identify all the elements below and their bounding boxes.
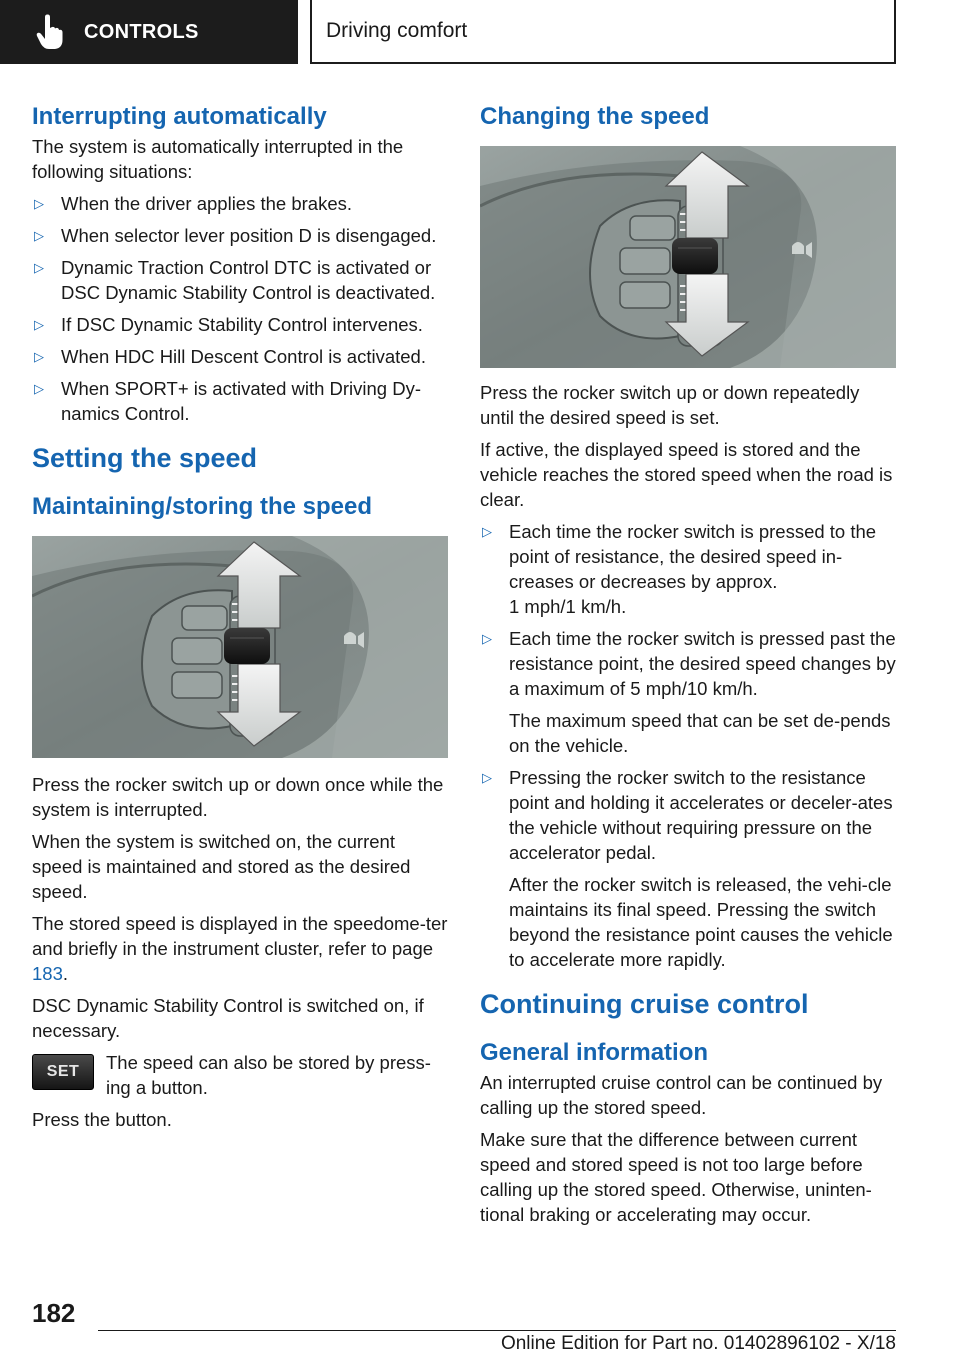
change-speed-list (480, 519, 896, 972)
header-section (310, 0, 896, 64)
heading-maintaining: Maintaining/storing the speed (32, 493, 373, 520)
section-title: Driving comfort (326, 19, 468, 42)
footer-edition: Online Edition for Part no. 01402896102 - X/18 (500, 1333, 896, 1354)
list-item: ▷ When selector lever position D is disengaged. (34, 225, 437, 246)
list-item-note: The maximum speed that can be set de-pends on the vehicle. (509, 710, 891, 756)
steering-wheel-rocker-illustration (32, 536, 448, 758)
heading-changing-speed: Changing the speed (480, 103, 710, 130)
bullet-triangle-icon: ▷ (482, 770, 492, 785)
bullet-triangle-icon: ▷ (482, 631, 492, 646)
header-tab-controls (0, 0, 298, 64)
heading-setting-speed: Setting the speed (32, 443, 258, 473)
header-tab-label: CONTROLS (84, 20, 199, 43)
para-general-2: Make sure that the difference between current speed and stored speed is not too large before calling up the stored speed. Otherwise, uninten-tional braking or accelerating may occur. (480, 1129, 872, 1225)
para-if-active: If active, the displayed speed is stored and the vehicle reaches the stored speed when the road is clear. (480, 439, 893, 510)
set-button-row (32, 1050, 448, 1100)
para-dsc: DSC Dynamic Stability Control is switched on, if necessary. (32, 995, 424, 1041)
para-press-repeatedly: Press the rocker switch up or down repeatedly until the desired speed is set. (480, 382, 860, 428)
list-item: ▷ If DSC Dynamic Stability Control intervenes. (34, 314, 423, 335)
page-reference-link[interactable]: 183 (32, 963, 63, 984)
list-item: ▷ When the driver applies the brakes. (34, 193, 353, 214)
para-press-once: Press the rocker switch up or down once while the system is interrupted. (32, 774, 444, 820)
list-item: ▷ Each time the rocker switch is pressed to the point of resistance, the desired speed in-creases or decreases by approx. 1 mph/1 km/h. (482, 521, 877, 617)
list-item: ▷ Pressing the rocker switch to the resistance point and holding it accelerates or deceler-ates the vehicle without requiring pressure on the accelerator pedal. After the rocker switch is released, the vehi-cle maintains its final speed. Pressing the switch beyond the resistance point causes the vehicle to accelerate more rapidly. (480, 765, 896, 972)
para-stored-speed: The stored speed is displayed in the speedome-ter and briefly in the instrument cluster, refer to page 183. (32, 913, 448, 984)
heading-continuing: Continuing cruise control (480, 989, 809, 1019)
bullet-triangle-icon: ▷ (34, 317, 44, 332)
steering-wheel-rocker-illustration-2 (480, 146, 896, 368)
heading-interrupting: Interrupting automatically (32, 103, 327, 130)
para-press-button: Press the button. (32, 1109, 172, 1130)
list-item: ▷ Each time the rocker switch is pressed past the resistance point, the desired speed changes by a maximum of 5 mph/10 km/h. The maximum speed that can be set de-pends on the vehicle. (482, 628, 896, 756)
interrupt-list (32, 191, 448, 426)
bullet-triangle-icon: ▷ (34, 260, 44, 275)
bullet-triangle-icon: ▷ (34, 381, 44, 396)
list-item-note: After the rocker switch is released, the vehi-cle maintains its final speed. Pressing the switch beyond the resistance point causes the vehicle to accelerate more rapidly. (509, 874, 893, 970)
steering-wheel-image (32, 536, 448, 758)
para-set-button: The speed can also be stored by press-ing a button. (106, 1052, 431, 1098)
steering-wheel-image-2 (480, 146, 896, 368)
heading-general-information: General information (480, 1039, 709, 1066)
bullet-triangle-icon: ▷ (34, 349, 44, 364)
list-item: ▷ When SPORT+ is activated with Driving Dy-namics Control. (34, 378, 422, 424)
bullet-triangle-icon: ▷ (34, 228, 44, 243)
list-item: ▷ When HDC Hill Descent Control is activated. (34, 346, 426, 367)
left-column (32, 100, 448, 1139)
hand-pointer-icon (36, 14, 64, 50)
para-interrupt-intro: The system is automatically interrupted in the following situations: (32, 136, 404, 182)
bullet-triangle-icon: ▷ (34, 196, 44, 211)
para-switched-on: When the system is switched on, the current speed is maintained and stored as the desired speed. (32, 831, 411, 902)
para-general-1: An interrupted cruise control can be continued by calling up the stored speed. (480, 1072, 883, 1118)
bullet-triangle-icon: ▷ (482, 524, 492, 539)
list-item: ▷ Dynamic Traction Control DTC is activated or DSC Dynamic Stability Control is deactivated. (34, 257, 436, 303)
set-button-icon: SET (32, 1054, 94, 1090)
page-number: 182 (32, 1298, 76, 1328)
footer-divider (98, 1330, 896, 1331)
right-column (480, 100, 896, 1234)
